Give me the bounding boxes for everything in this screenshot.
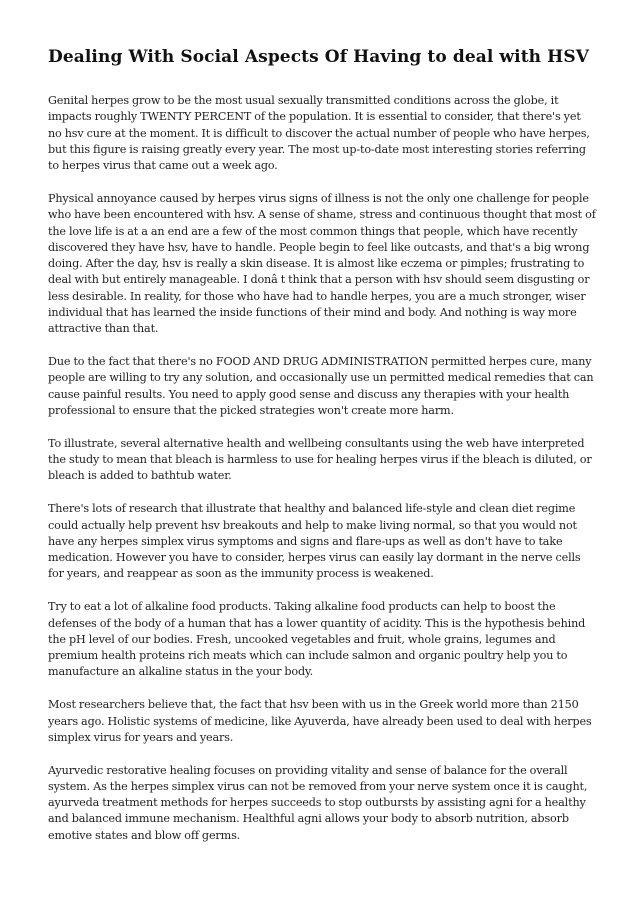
paragraph: Due to the fact that there's no FOOD AND DRUG ADMINISTRATION permitted herpes cure, many people are willing to try any solution, and occasionally use un permitted medical remedies that can cause painful results. You need to apply good sense and discuss any therapies with your health professional to ensure that the picked strategies won't create more harm. [48,355,594,418]
paragraph: Physical annoyance caused by herpes virus signs of illness is not the only one challenge for people who have been encountered with hsv. A sense of shame, stress and continuous thought that most of the love life is at a an end are a few of the most common things that people, which have recently discovered they have hsv, have to handle. People begin to feel like outcasts, and that's a big wrong doing. After the day, hsv is really a skin disease. It is almost like eczema or pimples; frustrating to deal with but entirely manageable. I donâ t think that a person with hsv should seem disgusting or less desirable. In reality, for those who have had to handle herpes, you are a much stronger, wiser individual that has learned the inside functions of their mind and body. And nothing is way more attractive than that. [48,191,596,336]
paragraph: There's lots of research that illustrate that healthy and balanced life-style and clean diet regime could actually help prevent hsv breakouts and help to make living normal, so that you would not have any herpes simplex virus symptoms and signs and flare-ups as well as don't have to take medication. However you have to consider, herpes virus can easily lay dormant in the nerve cells for years, and reappear as soon as the immunity process is weakened. [48,502,581,581]
paragraph: Genital herpes grow to be the most usual sexually transmitted conditions across the globe, it impacts roughly TWENTY PERCENT of the population. It is essential to consider, that there's yet no hsv cure at the moment. It is difficult to discover the actual number of people who have herpes, but this figure is raising greatly every year. The most up-to-date most interesting stories referring to herpes virus that came out a week ago. [48,94,590,173]
paragraph: To illustrate, several alternative health and wellbeing consultants using the web have interpreted the study to mean that bleach is harmless to use for healing herpes virus if the bleach is diluted, or bleach is added to bathtub water. [48,436,592,483]
paragraph: Most researchers believe that, the fact that hsv been with us in the Greek world more than 2150 years ago. Holistic systems of medicine, like Ayuverda, have already been used to deal with herpes simplex virus for years and years. [48,698,592,744]
paragraph: Try to eat a lot of alkaline food products. Taking alkaline food products can help to boost the defenses of the body of a human that has a lower quantity of acidity. This is the hypothesis behind the pH level of our bodies. Fresh, uncooked vegetables and fruit, whole grains, legumes and premium health proteins rich meats which can include salmon and organic poultry help you to manufacture an alkaline status in the your body. [48,600,586,679]
document-title: Dealing With Social Aspects Of Having to deal with HSV [48,47,589,67]
document-page [48,46,596,861]
paragraph: Ayurvedic restorative healing focuses on providing vitality and sense of balance for the overall system. As the herpes simplex virus can not be removed from your nerve system once it is caught, ayurveda treatment methods for herpes succeeds to stop outbursts by assisting agni for a healthy and balanced immune mechanism. Healthful agni allows your body to absorb nutrition, absorb emotive states and blow off germs. [48,763,588,842]
